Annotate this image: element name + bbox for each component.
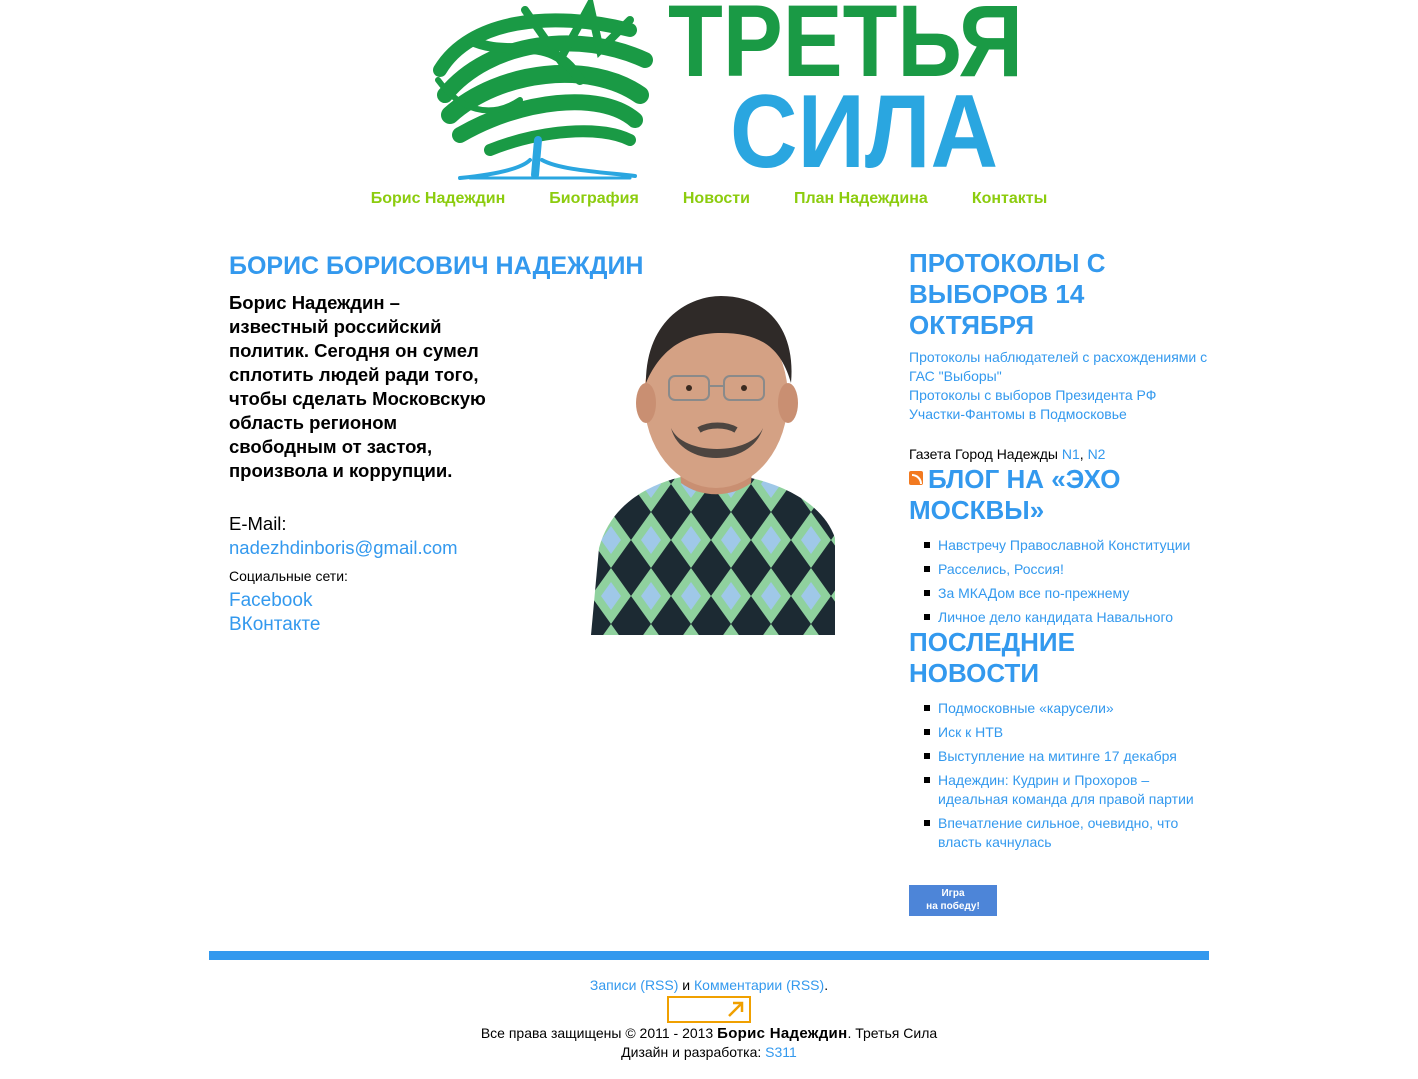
protocol-link[interactable]: Протоколы наблюдателей с расхождениями с ГАС "Выборы" [909,349,1208,384]
list-item [924,699,1209,718]
game-banner-button[interactable] [909,885,997,916]
email-link[interactable]: nadezhdinboris@gmail.com [229,537,458,558]
logo-title-line2: СИЛА [730,74,999,190]
sidebar [909,248,1209,912]
gazeta-line [909,445,1209,463]
copyright-name: Борис Надеждин [717,1025,848,1042]
facebook-link[interactable]: Facebook [229,590,313,611]
site-logo[interactable] [430,0,1024,190]
page-title: БОРИС БОРИСОВИЧ НАДЕЖДИН [229,252,644,280]
list-item [924,814,1209,852]
protocol-links [909,348,1209,424]
news-link[interactable]: Надеждин: Кудрин и Прохоров – идеальная команда для правой партии [938,772,1194,807]
footer-rss-line [0,976,1418,995]
nav-item-biography[interactable]: Биография [549,190,639,207]
arrow-up-right-icon [726,999,746,1019]
footer-divider [209,951,1209,960]
blog-post-link[interactable]: За МКАДом все по-прежнему [938,585,1130,601]
game-button-line2: на победу! [926,901,980,912]
list-item [924,723,1209,742]
list-item [924,584,1209,603]
copyright-line [0,1024,1418,1043]
list-item [924,560,1209,579]
copyright-prefix: Все права защищены © 2011 - 2013 [480,1025,714,1041]
footer-and: и [682,977,691,993]
email-label: E-Mail: [229,513,287,534]
nav-item-news[interactable]: Новости [682,190,750,207]
intro-text: Борис Надеждин – известный российский политик. Сегодня он сумел сплотить людей ради того, чтобы сделать Московскую область регионом свободным от застоя, произвола и коррупции. [229,292,486,481]
gazeta-separator: , [1079,446,1084,462]
blog-post-link[interactable]: Навстречу Православной Конституции [938,537,1191,553]
design-link[interactable]: S311 [765,1044,797,1060]
liveinternet-counter-icon[interactable] [667,996,751,1023]
news-list [909,699,1209,852]
nav-item-contacts[interactable]: Контакты [971,190,1048,207]
list-item [924,747,1209,766]
logo-title-line1: ТРЕТЬЯ [668,0,1024,98]
protocol-link[interactable]: Протоколы с выборов Президента РФ [909,387,1157,403]
blog-post-link[interactable]: Личное дело кандидата Навального [938,609,1174,625]
blog-list [909,536,1209,627]
rss-icon[interactable] [909,471,923,485]
design-label: Дизайн и разработка: [621,1044,762,1060]
social-label: Социальные сети: [229,568,348,584]
gazeta-n2-link[interactable]: N2 [1087,446,1106,462]
vkontakte-link[interactable]: ВКонтакте [229,614,321,635]
tree-logo-icon [430,0,662,182]
blog-heading-row [909,464,1209,526]
protocol-link[interactable]: Участки-Фантомы в Подмосковье [909,406,1127,422]
news-link[interactable]: Иск к НТВ [938,724,1004,740]
nav-item-plan[interactable]: План Надеждина [793,190,928,207]
design-line [0,1043,1418,1062]
main-content [229,250,849,635]
footer-dot: . [824,977,829,993]
news-link[interactable]: Выступление на митинге 17 декабря [938,748,1177,764]
rss-comments-link[interactable]: Комментарии (RSS) [694,977,825,993]
copyright-suffix: . Третья Сила [847,1025,938,1041]
footer [0,976,1418,1062]
blog-heading[interactable]: БЛОГ НА «ЭХО МОСКВЫ» [909,464,1121,525]
list-item [924,608,1209,627]
list-item [924,536,1209,555]
game-button-line1: Игра [941,888,965,899]
protocols-heading: ПРОТОКОЛЫ С ВЫБОРОВ 14 ОКТЯБРЯ [909,248,1106,340]
news-heading: ПОСЛЕДНИЕ НОВОСТИ [909,627,1075,688]
gazeta-n1-link[interactable]: N1 [1061,446,1080,462]
list-item [924,771,1209,809]
portrait-photo [591,288,835,635]
gazeta-label: Газета Город Надежды [909,446,1058,462]
nav-item-boris-nadezhdin[interactable]: Борис Надеждин [370,190,506,207]
news-link[interactable]: Впечатление сильное, очевидно, что власть качнулась [938,815,1179,850]
rss-entries-link[interactable]: Записи (RSS) [589,977,679,993]
main-nav [0,189,1418,209]
news-link[interactable]: Подмосковные «карусели» [938,700,1114,716]
blog-post-link[interactable]: Расселись, Россия! [938,561,1064,577]
